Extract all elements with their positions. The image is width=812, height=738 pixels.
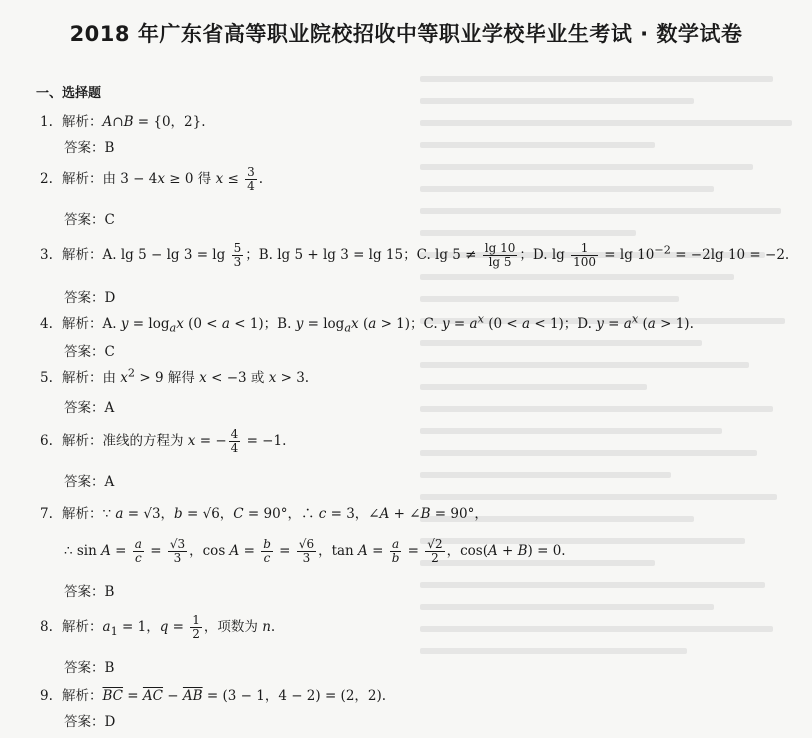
section-heading: 一、选择题 — [36, 86, 102, 101]
question-8-answer: 答案：B — [64, 660, 115, 676]
question-2-answer: 答案：C — [64, 212, 115, 228]
question-1-analysis: 1. 解析：A∩B = {0，2}. — [40, 114, 206, 130]
question-1-answer: 答案：B — [64, 140, 115, 156]
question-5-answer: 答案：A — [64, 400, 115, 416]
page-title: 2018 年广东省高等职业院校招收中等职业学校毕业生考试 · 数学试卷 — [69, 22, 743, 46]
question-6-answer: 答案：A — [64, 474, 115, 490]
question-8-analysis: 8. 解析：$a_1 = 1$，q = $\frac{1}{2}$ ，项数为 n. — [40, 613, 276, 642]
bleed-through-text — [420, 60, 812, 738]
question-9-analysis: 9. 解析：$\overline{BC} = \overline{AC} - \overline{AB} = (3 - 1$，4 − 2) = (2，2). — [40, 688, 387, 704]
question-7-analysis-cont: ∴ sin A = $\frac{a}{c}$ = $\frac{√3}{3}$ ，cos A = $\frac{b}{c}$ = $\frac{√6}{3}$ ，tan A = $\frac{a}{b}$ = $\frac{√2}{2}$ ，cos(A + B) = 0. — [64, 537, 566, 566]
question-4-answer: 答案：C — [64, 344, 115, 360]
question-4-analysis: 4. 解析：A. $y = \log_ax$ (0 < a < 1)；B. $y = \log_ax$ (a > 1)；C. $y = a^x$ (0 < a < 1)；D. $y = a^x$ (a > 1). — [40, 312, 694, 335]
question-3-answer: 答案：D — [64, 290, 116, 306]
question-6-analysis: 6. 解析：准线的方程为 x = − $\frac{4}{4}$ = −1. — [40, 427, 287, 456]
question-7-analysis: 7. 解析：∵ a = √3，b = √6，C = 90°，∴ c = 3，∠A + ∠B = 90°， — [40, 506, 488, 522]
question-9-answer: 答案：D — [64, 714, 116, 730]
question-3-analysis: 3. 解析：A. lg 5 − lg 3 = lg $\frac{5}{3}$ ；B. lg 5 + lg 3 = lg 15；C. lg 5 ≠ $\frac{\lg 10}{\lg 5}$ ；D. lg $\frac{1}{100}$ = $\lg 10^{-2} = -2\lg$ 10 = −2. — [40, 241, 790, 270]
question-2-analysis: 2. 解析：由 3 − 4x ≥ 0 得 x ≤ $\frac{3}{4}$ . — [40, 165, 264, 194]
question-7-answer: 答案：B — [64, 584, 115, 600]
question-5-analysis: 5. 解析：由 $x^2 > 9$ 解得 x < −3 或 x > 3. — [40, 366, 310, 386]
